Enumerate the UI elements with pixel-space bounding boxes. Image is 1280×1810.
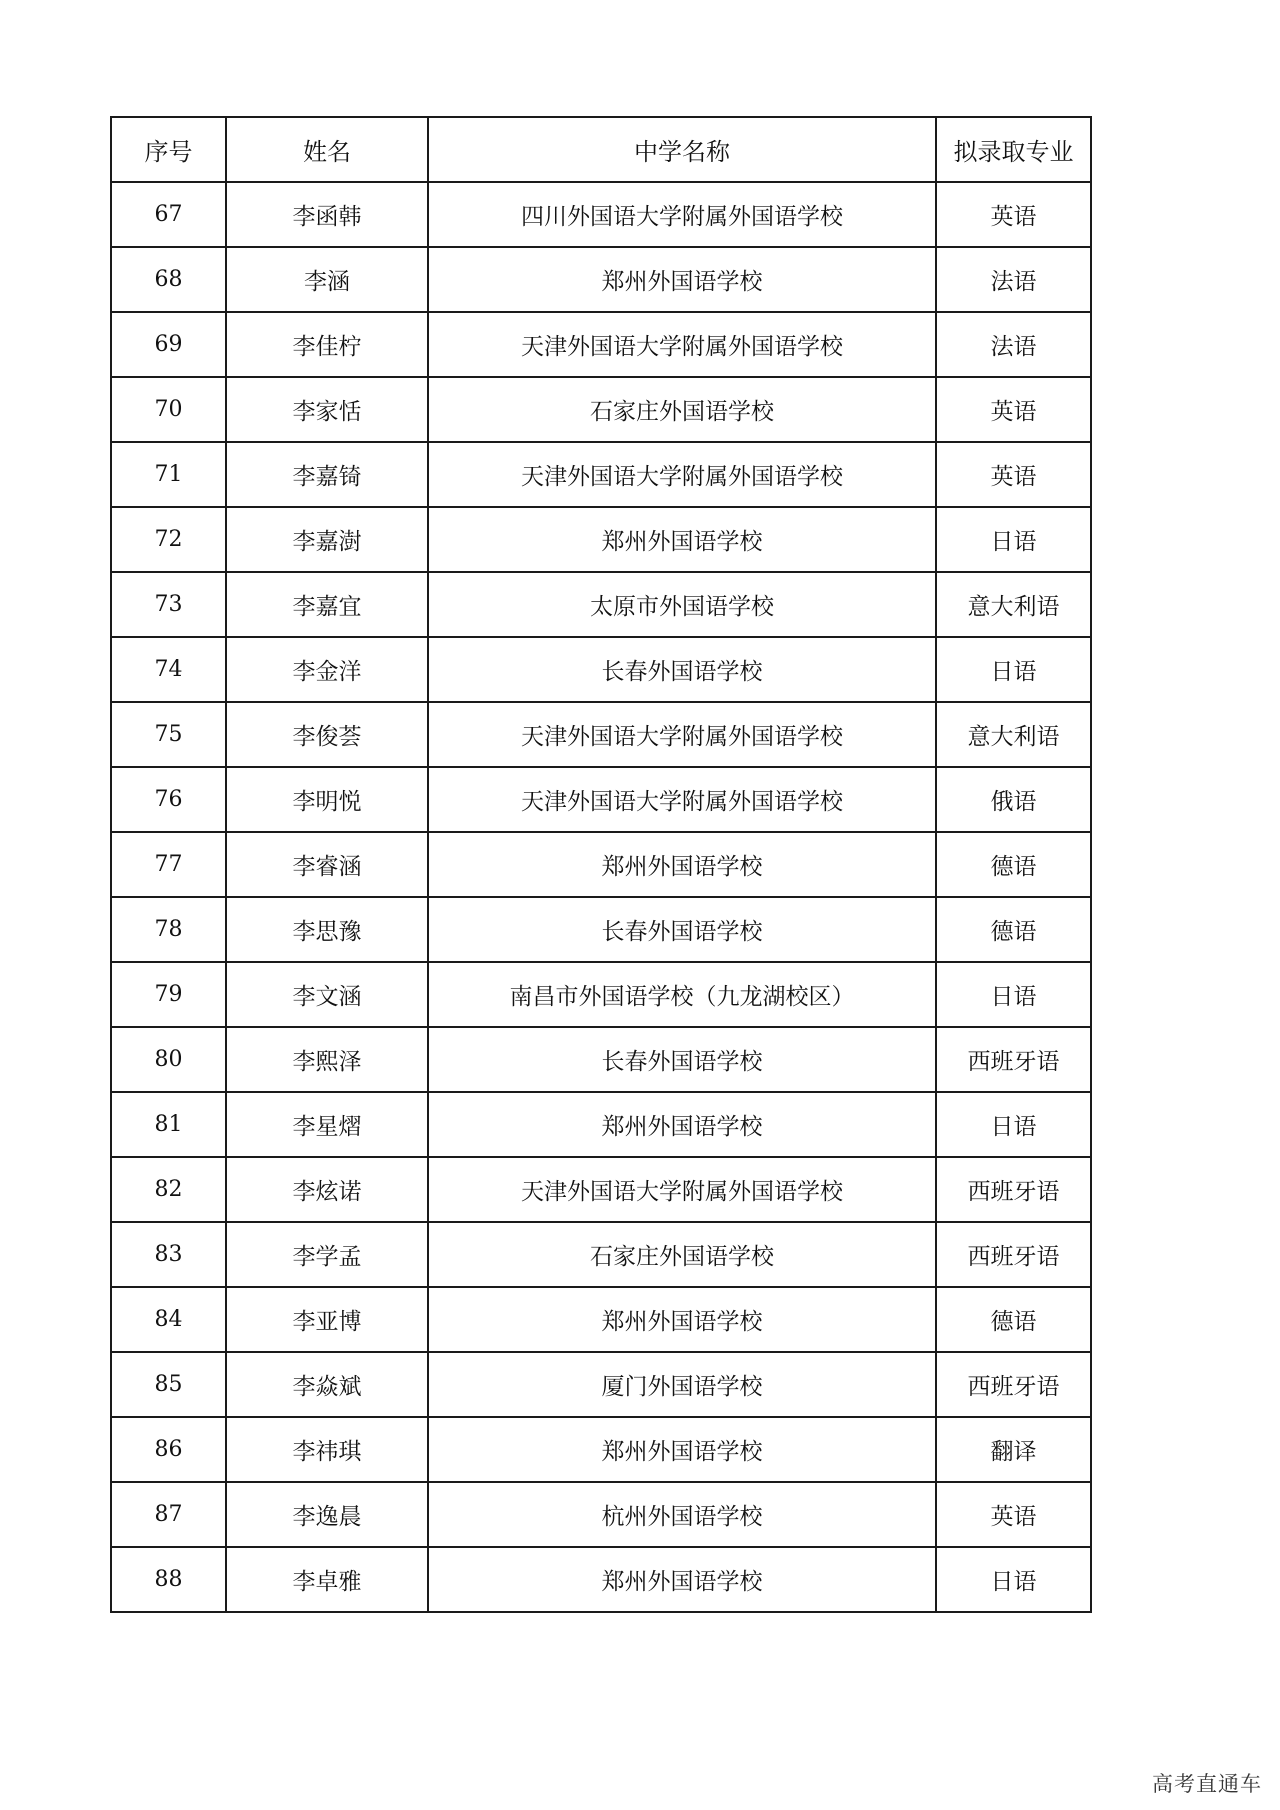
table-row (111, 1352, 1091, 1417)
table-row (111, 1027, 1091, 1092)
cell-major: 俄语 (936, 767, 1091, 832)
cell-serial-number: 74 (111, 637, 226, 702)
cell-name: 李文涵 (226, 962, 428, 1027)
cell-school: 郑州外国语学校 (428, 832, 936, 897)
table-row (111, 637, 1091, 702)
cell-major: 西班牙语 (936, 1027, 1091, 1092)
cell-major: 西班牙语 (936, 1352, 1091, 1417)
admission-table (110, 116, 1092, 1613)
cell-school: 长春外国语学校 (428, 1027, 936, 1092)
cell-serial-number: 79 (111, 962, 226, 1027)
header-major: 拟录取专业 (936, 117, 1091, 182)
cell-school: 天津外国语大学附属外国语学校 (428, 702, 936, 767)
table-row (111, 962, 1091, 1027)
cell-school: 郑州外国语学校 (428, 1092, 936, 1157)
table-row (111, 312, 1091, 377)
table-row (111, 832, 1091, 897)
cell-major: 翻译 (936, 1417, 1091, 1482)
cell-school: 天津外国语大学附属外国语学校 (428, 767, 936, 832)
header-serial-number: 序号 (111, 117, 226, 182)
table-row (111, 572, 1091, 637)
cell-serial-number: 85 (111, 1352, 226, 1417)
cell-school: 长春外国语学校 (428, 637, 936, 702)
cell-name: 李睿涵 (226, 832, 428, 897)
table-row (111, 1157, 1091, 1222)
cell-name: 李思豫 (226, 897, 428, 962)
table-row (111, 1092, 1091, 1157)
cell-school: 南昌市外国语学校（九龙湖校区） (428, 962, 936, 1027)
table-header-row (111, 117, 1091, 182)
cell-school: 四川外国语大学附属外国语学校 (428, 182, 936, 247)
cell-school: 厦门外国语学校 (428, 1352, 936, 1417)
cell-major: 英语 (936, 1482, 1091, 1547)
table-row (111, 1417, 1091, 1482)
cell-school: 天津外国语大学附属外国语学校 (428, 1157, 936, 1222)
cell-serial-number: 73 (111, 572, 226, 637)
cell-name: 李炫诺 (226, 1157, 428, 1222)
cell-major: 日语 (936, 962, 1091, 1027)
cell-major: 英语 (936, 182, 1091, 247)
cell-name: 李涵 (226, 247, 428, 312)
cell-name: 李明悦 (226, 767, 428, 832)
cell-name: 李嘉澍 (226, 507, 428, 572)
cell-serial-number: 82 (111, 1157, 226, 1222)
cell-serial-number: 76 (111, 767, 226, 832)
cell-name: 李学孟 (226, 1222, 428, 1287)
cell-major: 日语 (936, 1092, 1091, 1157)
cell-name: 李祎琪 (226, 1417, 428, 1482)
cell-major: 日语 (936, 637, 1091, 702)
cell-school: 郑州外国语学校 (428, 247, 936, 312)
header-school: 中学名称 (428, 117, 936, 182)
cell-serial-number: 84 (111, 1287, 226, 1352)
cell-name: 李嘉宜 (226, 572, 428, 637)
cell-serial-number: 87 (111, 1482, 226, 1547)
table-row (111, 1287, 1091, 1352)
cell-name: 李金洋 (226, 637, 428, 702)
table-row (111, 1222, 1091, 1287)
cell-major: 西班牙语 (936, 1157, 1091, 1222)
table-row (111, 377, 1091, 442)
cell-serial-number: 70 (111, 377, 226, 442)
table-row (111, 1547, 1091, 1612)
cell-school: 郑州外国语学校 (428, 1417, 936, 1482)
cell-major: 日语 (936, 1547, 1091, 1612)
watermark-text: 高考直通车 (1152, 1772, 1262, 1796)
cell-serial-number: 86 (111, 1417, 226, 1482)
cell-serial-number: 72 (111, 507, 226, 572)
cell-school: 郑州外国语学校 (428, 507, 936, 572)
table-row (111, 1482, 1091, 1547)
table-row (111, 507, 1091, 572)
cell-school: 郑州外国语学校 (428, 1547, 936, 1612)
cell-name: 李嘉锜 (226, 442, 428, 507)
cell-major: 英语 (936, 442, 1091, 507)
table-row (111, 897, 1091, 962)
cell-name: 李熙泽 (226, 1027, 428, 1092)
cell-serial-number: 68 (111, 247, 226, 312)
cell-name: 李星熠 (226, 1092, 428, 1157)
cell-name: 李卓雅 (226, 1547, 428, 1612)
cell-major: 意大利语 (936, 572, 1091, 637)
cell-school: 石家庄外国语学校 (428, 1222, 936, 1287)
cell-major: 德语 (936, 1287, 1091, 1352)
table-row (111, 442, 1091, 507)
cell-major: 德语 (936, 832, 1091, 897)
cell-school: 杭州外国语学校 (428, 1482, 936, 1547)
cell-school: 石家庄外国语学校 (428, 377, 936, 442)
cell-serial-number: 69 (111, 312, 226, 377)
cell-serial-number: 78 (111, 897, 226, 962)
cell-serial-number: 77 (111, 832, 226, 897)
cell-major: 日语 (936, 507, 1091, 572)
cell-major: 法语 (936, 247, 1091, 312)
cell-serial-number: 67 (111, 182, 226, 247)
cell-school: 天津外国语大学附属外国语学校 (428, 312, 936, 377)
cell-name: 李亚博 (226, 1287, 428, 1352)
header-name: 姓名 (226, 117, 428, 182)
cell-serial-number: 88 (111, 1547, 226, 1612)
cell-serial-number: 71 (111, 442, 226, 507)
cell-serial-number: 81 (111, 1092, 226, 1157)
table-row (111, 247, 1091, 312)
cell-school: 长春外国语学校 (428, 897, 936, 962)
table-body (111, 182, 1091, 1612)
cell-name: 李佳柠 (226, 312, 428, 377)
cell-major: 英语 (936, 377, 1091, 442)
cell-major: 德语 (936, 897, 1091, 962)
table-row (111, 182, 1091, 247)
cell-major: 意大利语 (936, 702, 1091, 767)
table-row (111, 767, 1091, 832)
cell-name: 李俊荟 (226, 702, 428, 767)
cell-school: 天津外国语大学附属外国语学校 (428, 442, 936, 507)
cell-name: 李逸晨 (226, 1482, 428, 1547)
cell-school: 太原市外国语学校 (428, 572, 936, 637)
cell-serial-number: 75 (111, 702, 226, 767)
cell-major: 法语 (936, 312, 1091, 377)
table-row (111, 702, 1091, 767)
cell-serial-number: 80 (111, 1027, 226, 1092)
cell-school: 郑州外国语学校 (428, 1287, 936, 1352)
cell-name: 李家恬 (226, 377, 428, 442)
cell-serial-number: 83 (111, 1222, 226, 1287)
cell-major: 西班牙语 (936, 1222, 1091, 1287)
cell-name: 李函韩 (226, 182, 428, 247)
cell-name: 李焱斌 (226, 1352, 428, 1417)
